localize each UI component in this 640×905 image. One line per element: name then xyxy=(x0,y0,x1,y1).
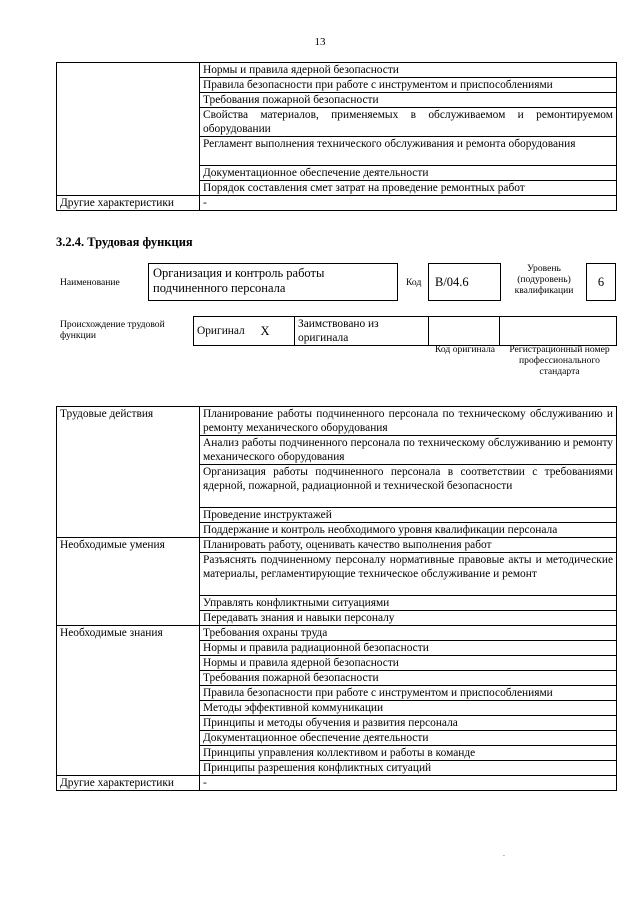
original-mark: X xyxy=(258,317,295,346)
table-row: Поддержание и контроль необходимого уровня квалификации персонала xyxy=(200,523,617,538)
table-row: Правила безопасности при работе с инструментом и приспособлениями xyxy=(200,686,617,701)
page-number: 13 xyxy=(314,36,326,48)
level-label: Уровень (подуровень) квалификации xyxy=(514,263,574,296)
table-row: Документационное обеспечение деятельности xyxy=(200,731,617,746)
name-label: Наименование xyxy=(60,277,120,288)
previous-function-table xyxy=(56,62,617,211)
name-value-box xyxy=(148,263,398,301)
table-row: Организация работы подчиненного персонала в соответствии с требованиями ядерной, пожарной, радиационной и технической безопасности xyxy=(200,465,617,508)
table-row: Разъяснять подчиненному персоналу нормативные правовые акты и методические материалы, регламентирующие техническое обслуживание и ремонт xyxy=(200,553,617,596)
table-row: Порядок составления смет затрат на проведение ремонтных работ xyxy=(200,181,617,196)
table-row: Планирование работы подчиненного персонала по техническому обслуживанию и ремонту механического оборудования xyxy=(200,407,617,436)
table-row: Принципы разрешения конфликтных ситуаций xyxy=(200,761,617,776)
required-skills-label: Необходимые умения xyxy=(57,538,200,626)
table-row: Нормы и правила ядерной безопасности xyxy=(200,63,617,78)
section-title: 3.2.4. Трудовая функция xyxy=(56,235,193,249)
code-label: Код xyxy=(406,277,422,288)
code-original-cell xyxy=(429,317,500,346)
footer-mark: ᵕ xyxy=(503,852,506,860)
table-row: Методы эффективной коммуникации xyxy=(200,701,617,716)
table-row: Требования пожарной безопасности xyxy=(200,93,617,108)
table-row: Проведение инструктажей xyxy=(200,508,617,523)
table-row: Требования охраны труда xyxy=(200,626,617,641)
table-row: Нормы и правила радиационной безопасности xyxy=(200,641,617,656)
table-row: Управлять конфликтными ситуациями xyxy=(200,596,617,611)
table-row: Регламент выполнения технического обслуживания и ремонта оборудования xyxy=(200,137,617,166)
table-row: Анализ работы подчиненного персонала по техническому обслуживанию и ремонту механического оборудования xyxy=(200,436,617,465)
table-row: Планировать работу, оценивать качество выполнения работ xyxy=(200,538,617,553)
table-row: Свойства материалов, применяемых в обслуживаемом и ремонтируемом оборудовании xyxy=(200,108,617,137)
origin-table xyxy=(193,316,617,346)
other-characteristics-value: - xyxy=(200,196,617,211)
table-row: Требования пожарной безопасности xyxy=(200,671,617,686)
labor-function-table xyxy=(56,406,617,791)
empty-label-cell xyxy=(57,63,200,196)
code-original-caption: Код оригинала xyxy=(434,344,496,355)
name-value: Организация и контроль работы подчиненного персонала xyxy=(153,266,325,295)
table-row: Принципы управления коллективом и работы в команде xyxy=(200,746,617,761)
other-characteristics-value: - xyxy=(200,776,617,791)
table-row: Принципы и методы обучения и развития персонала xyxy=(200,716,617,731)
level-value-box xyxy=(586,263,616,301)
other-characteristics-label: Другие характеристики xyxy=(57,196,200,211)
origin-label: Происхождение трудовой функции xyxy=(60,319,165,341)
other-characteristics-label: Другие характеристики xyxy=(57,776,200,791)
required-knowledge-label: Необходимые знания xyxy=(57,626,200,776)
borrowed-label: Заимствовано из оригинала xyxy=(295,317,429,346)
table-row: Правила безопасности при работе с инструментом и приспособлениями xyxy=(200,78,617,93)
level-value: 6 xyxy=(597,275,605,289)
reg-number-caption: Регистрационный номер профессионального стандарта xyxy=(509,344,610,377)
code-value-box xyxy=(428,263,501,301)
labor-actions-label: Трудовые действия xyxy=(57,407,200,538)
original-label: Оригинал xyxy=(194,317,258,346)
reg-number-cell xyxy=(500,317,617,346)
table-row: Документационное обеспечение деятельности xyxy=(200,166,617,181)
code-value: B/04.6 xyxy=(435,275,469,289)
table-row: Передавать знания и навыки персоналу xyxy=(200,611,617,626)
table-row: Нормы и правила ядерной безопасности xyxy=(200,656,617,671)
